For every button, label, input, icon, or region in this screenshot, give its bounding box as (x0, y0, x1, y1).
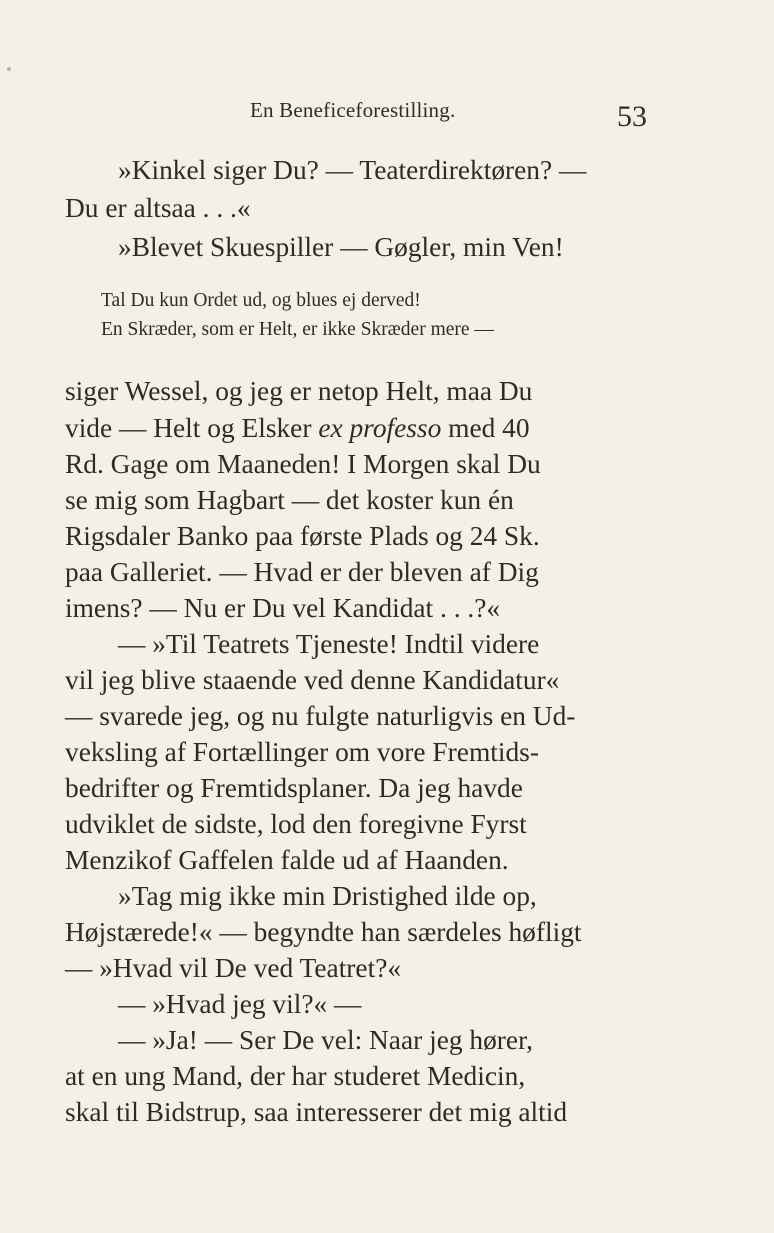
book-page: En Beneficeforestilling. 53 »Kinkel siger Du? — Teaterdirektøren? — Du er altsaa . . .« »Blevet Skuespiller — Gøgler, min Ven! Tal Du kun Ordet ud, og blues ej derved! En Skræder, som er Helt, er ikke Skræder mere — siger Wessel, og jeg er netop Helt, maa Du vide — Helt og Elsker ex professo med 40 Rd. Gage om Maaneden! I Morgen skal Du se mig som Hagbart — det koster kun én Rigsdaler Banko paa første Plads og 24 Sk. paa Galleriet. — Hvad er der bleven af Dig imens? — Nu er Du vel Kandidat . . .?« — »Til Teatrets Tjeneste! Indtil videre vil jeg blive staaende ved denne Kandidatur« — svarede jeg, og nu fulgte naturligvis en Ud- veksling af Fortællinger om vore Fremtids- bedrifter og Fremtidsplaner. Da jeg havde udviklet de sidste, lod den foregivne Fyrst Menzikof Gaffelen falde ud af Haanden. »Tag mig ikke min Dristighed ilde op, Højstærede!« — begyndte han særdeles høfligt — »Hvad vil De ved Teatret?« — »Hvad jeg vil?« — — »Ja! — Ser De vel: Naar jeg hører, at en ung Mand, der har studeret Medicin, skal til Bidstrup, saa interesserer det mig altid (0, 0, 774, 1233)
page-number: 53 (617, 100, 647, 133)
paragraph-line-before: vide — Helt og Elsker (65, 413, 319, 443)
italic-phrase: ex professo (318, 413, 442, 443)
running-head: En Beneficeforestilling. (250, 98, 456, 122)
speck-mark (7, 67, 11, 71)
paragraph-line-after: med 40 (441, 413, 530, 443)
